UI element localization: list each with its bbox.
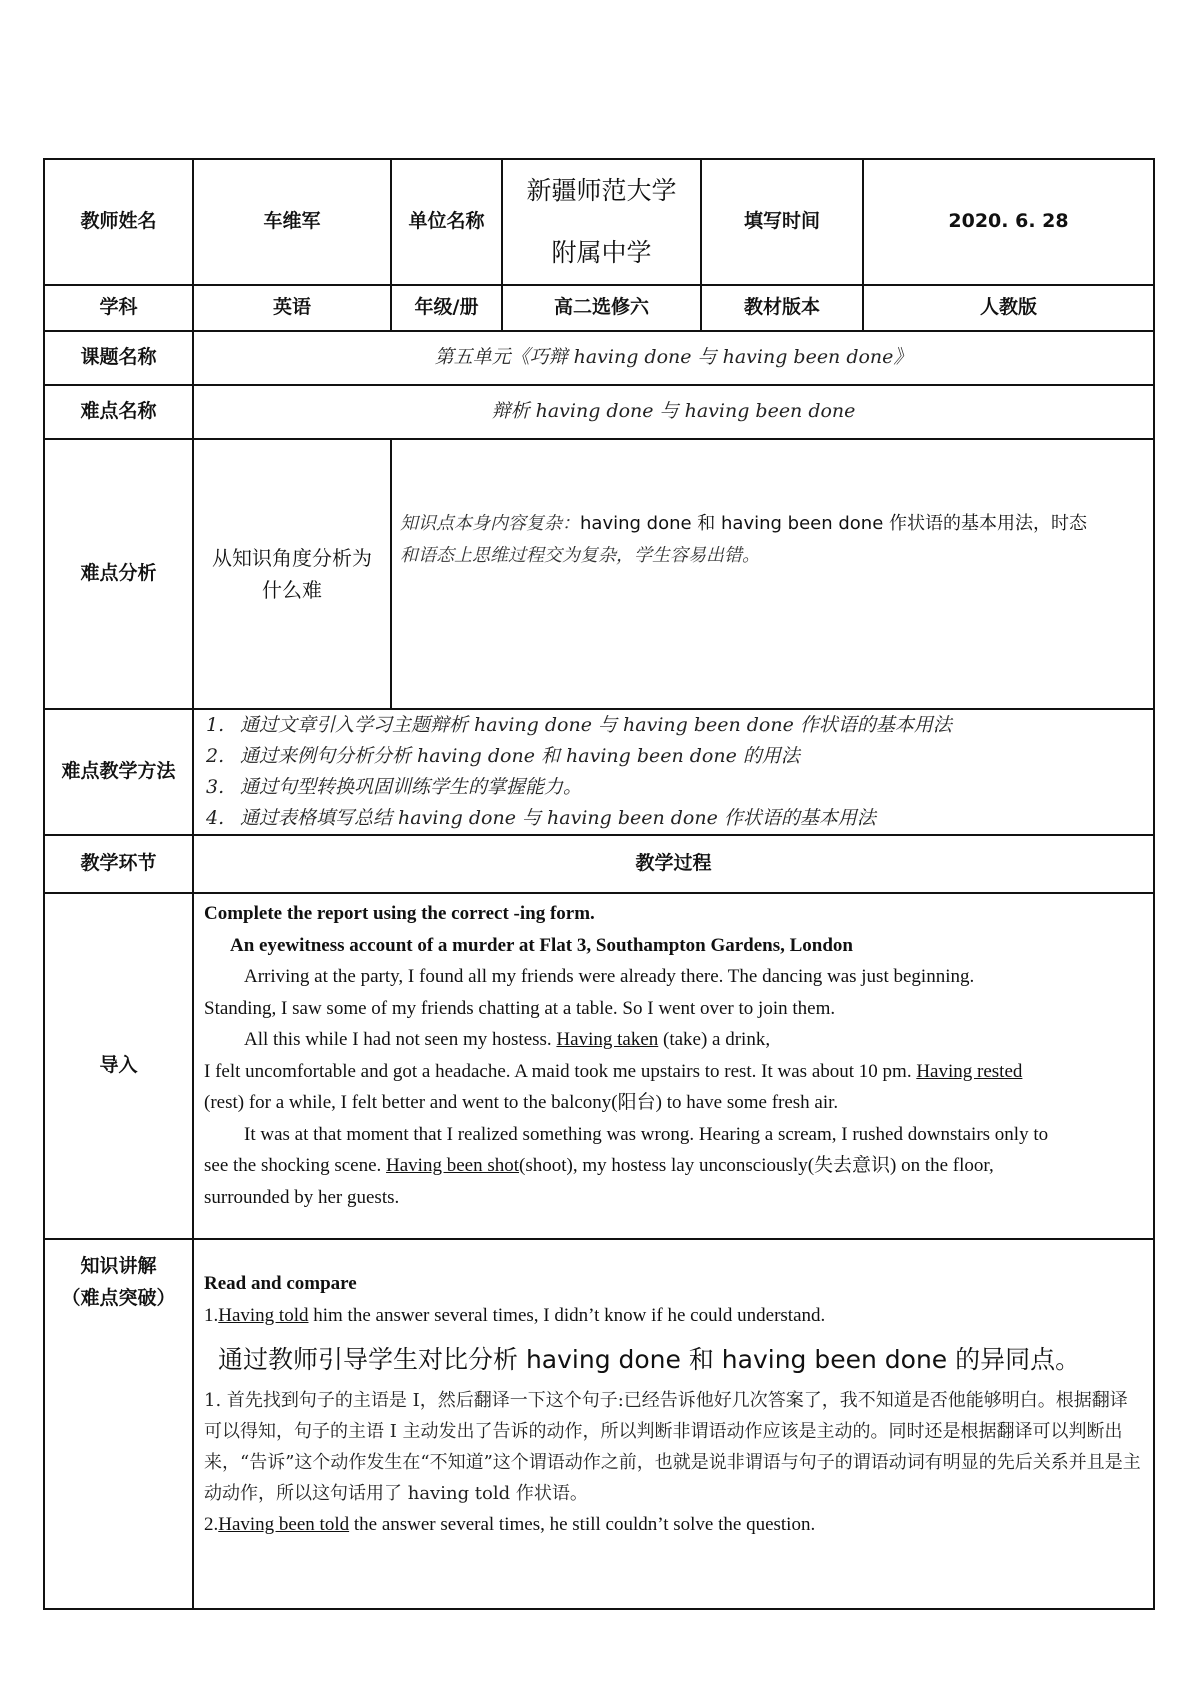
method-item: 3. 通过句型转换巩固训练学生的掌握能力。 — [206, 776, 583, 798]
knowledge-sentence-2: 2.Having been told the answer several times, he still couldn’t solve the question. — [204, 1513, 816, 1535]
analysis-row — [44, 439, 1154, 709]
subject-value: 英语 — [193, 285, 391, 331]
date-label: 填写时间 — [701, 159, 863, 285]
process-value: 教学过程 — [193, 835, 1154, 893]
grade-value: 高二选修六 — [502, 285, 701, 331]
topic-label: 课题名称 — [44, 331, 193, 385]
topic-row — [44, 331, 1154, 385]
methods-label: 难点教学方法 — [44, 709, 193, 835]
method-item: 1. 通过文章引入学习主题辩析 having done 与 having been done 作状语的基本用法 — [206, 714, 952, 736]
unit-value-line2: 附属中学 — [551, 238, 652, 267]
date-value: 2020. 6. 28 — [863, 159, 1154, 285]
subject-label: 学科 — [44, 285, 193, 331]
topic-value: 第五单元《巧辩 having done 与 having been done》 — [193, 331, 1154, 385]
knowledge-explanation: 1. 首先找到句子的主语是 I，然后翻译一下这个句子:已经告诉他好几次答案了，我不知道是否他能够明白。根据翻译可以得知，句子的主语 I 主动发出了告诉的动作，所以判断非谓语动作应该是主动的。同时还是根据翻译可以判断出来，“告诉”这个动作发生在“不知道”这个谓语动作之前，也就是说非谓语与句子的谓语动词有明显的先后关系并且是主动动作，所以这句话用了 having told 作状语。 — [204, 1389, 1141, 1504]
knowledge-label — [44, 1239, 193, 1609]
lesson-plan-table — [43, 158, 1155, 1610]
analysis-sublabel-line1: 从知识角度分析为 — [212, 546, 372, 570]
knowledge-big-line: 通过教师引导学生对比分析 having done 和 having been done 的异同点。 — [218, 1345, 1081, 1374]
analysis-sublabel-line2: 什么难 — [262, 578, 322, 602]
unit-value — [502, 159, 701, 285]
answer-having-been-shot: Having been shot — [386, 1155, 520, 1176]
analysis-text-b: having done 和 having been done 作状语的基本用法，时态 — [580, 513, 1088, 534]
edition-label: 教材版本 — [701, 285, 863, 331]
intro-content — [193, 893, 1154, 1239]
intro-p5: (rest) for a while, I felt better and went to the balcony(阳台) to have some fresh air. — [204, 1092, 839, 1113]
knowledge-label-line1: 知识讲解 — [80, 1255, 157, 1277]
answer-having-taken: Having taken — [556, 1029, 659, 1050]
intro-p2: Standing, I saw some of my friends chatting at a table. So I went over to join them. — [204, 997, 836, 1019]
analysis-text — [391, 439, 1154, 709]
intro-label: 导入 — [44, 893, 193, 1239]
teacher-label: 教师姓名 — [44, 159, 193, 285]
process-label: 教学环节 — [44, 835, 193, 893]
grade-label: 年级/册 — [391, 285, 502, 331]
knowledge-content — [193, 1239, 1154, 1609]
method-item: 2. 通过来例句分析分析 having done 和 having been done 的用法 — [206, 745, 800, 767]
difficulty-label: 难点名称 — [44, 385, 193, 439]
knowledge-sentence-1: 1.Having told him the answer several times, I didn’t know if he could understand. — [204, 1304, 826, 1326]
intro-p1: Arriving at the party, I found all my friends were already there. The dancing was just beginning. — [244, 966, 975, 987]
analysis-text-c: 和语态上思维过程交为复杂，学生容易出错。 — [400, 545, 760, 566]
intro-row — [44, 893, 1154, 1239]
methods-list — [193, 709, 1154, 835]
answer-having-rested: Having rested — [916, 1060, 1023, 1082]
subject-row — [44, 285, 1154, 331]
teacher-value: 车维军 — [193, 159, 391, 285]
intro-p6: It was at that moment that I realized something was wrong. Hearing a scream, I rushed downstairs only to — [244, 1123, 1049, 1145]
methods-row — [44, 709, 1154, 835]
intro-p3: All this while I had not seen my hostess. Having taken (take) a drink, — [244, 1029, 771, 1050]
edition-value: 人教版 — [863, 285, 1154, 331]
intro-title: An eyewitness account of a murder at Flat 3, Southampton Gardens, London — [230, 934, 853, 956]
intro-p4: I felt uncomfortable and got a headache. A maid took me upstairs to rest. It was about 10 pm. Having rested — [204, 1060, 1023, 1082]
analysis-sublabel — [193, 439, 391, 709]
unit-value-line1: 新疆师范大学 — [526, 176, 677, 205]
knowledge-row — [44, 1239, 1154, 1609]
intro-p7: see the shocking scene. Having been shot(shoot), my hostess lay unconsciously(失去意识) on the floor, — [204, 1155, 994, 1176]
knowledge-label-line2: （难点突破） — [61, 1287, 176, 1309]
method-item: 4. 通过表格填写总结 having done 与 having been done 作状语的基本用法 — [206, 807, 876, 829]
analysis-text-a: 知识点本身内容复杂： — [400, 513, 580, 534]
difficulty-row — [44, 385, 1154, 439]
knowledge-heading: Read and compare — [204, 1273, 357, 1294]
process-header-row — [44, 835, 1154, 893]
intro-instruction: Complete the report using the correct -ing form. — [204, 903, 595, 924]
analysis-label: 难点分析 — [44, 439, 193, 709]
intro-p8: surrounded by her guests. — [204, 1186, 400, 1208]
unit-label: 单位名称 — [391, 159, 502, 285]
header-row — [44, 159, 1154, 285]
difficulty-value: 辩析 having done 与 having been done — [193, 385, 1154, 439]
